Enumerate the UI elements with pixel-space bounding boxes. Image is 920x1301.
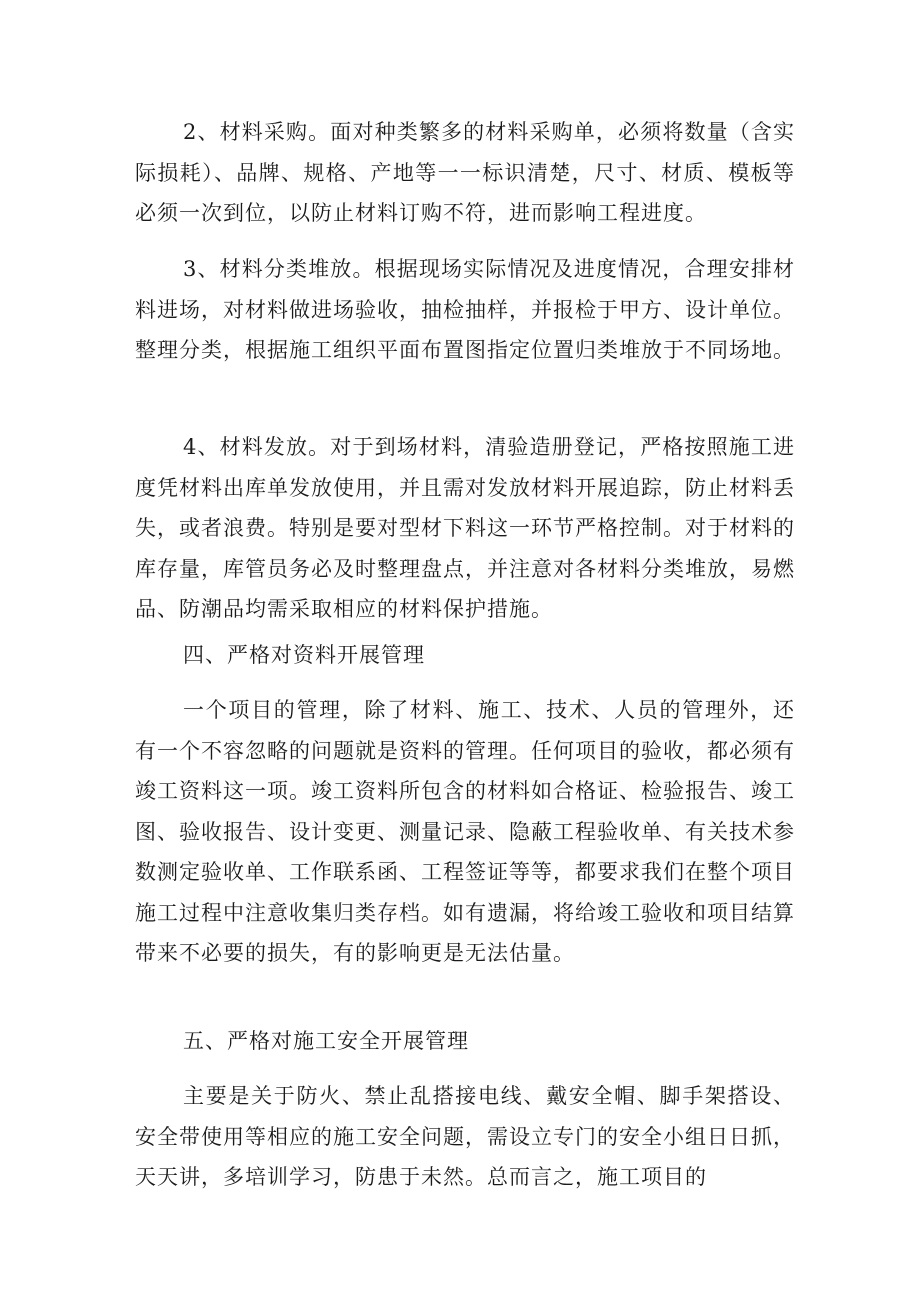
section-heading-safety xyxy=(135,1021,795,1062)
material-classification-paragraph xyxy=(135,249,795,371)
heading-text: 五、严格对施工安全开展管理 xyxy=(183,1029,469,1053)
material-distribution-paragraph xyxy=(135,427,795,630)
material-procurement-paragraph xyxy=(135,112,795,234)
paragraph-text: 3、材料分类堆放。根据现场实际情况及进度情况，合理安排材料进场，对材料做进场验收，抽检抽样，并报检于甲方、设计单位。整理分类，根据施工组织平面布置图指定位置归类堆放于不同场地。 xyxy=(135,257,795,362)
paragraph-text: 主要是关于防火、禁止乱搭接电线、戴安全帽、脚手架搭设、安全带使用等相应的施工安全问题，需设立专门的安全小组日日抓，天天讲，多培训学习，防患于未然。总而言之，施工项目的 xyxy=(135,1084,795,1189)
safety-management-paragraph xyxy=(135,1076,795,1198)
document-management-paragraph xyxy=(135,690,795,974)
section-heading-documents xyxy=(135,635,795,676)
heading-text: 四、严格对资料开展管理 xyxy=(183,643,425,667)
paragraph-text: 一个项目的管理，除了材料、施工、技术、人员的管理外，还有一个不容忽略的问题就是资料的管理。任何项目的验收，都必须有竣工资料这一项。竣工资料所包含的材料如合格证、检验报告、竣工图、验收报告、设计变更、测量记录、隐蔽工程验收单、有关技术参数测定验收单、工作联系函、工程签证等等，都要求我们在整个项目施工过程中注意收集归类存档。如有遗漏，将给竣工验收和项目结算带来不必要的损失，有的影响更是无法估量。 xyxy=(135,698,795,965)
paragraph-text: 4、材料发放。对于到场材料，清验造册登记，严格按照施工进度凭材料出库单发放使用，并且需对发放材料开展追踪，防止材料丢失，或者浪费。特别是要对型材下料这一环节严格控制。对于材料的库存量，库管员务必及时整理盘点，并注意对各材料分类堆放，易燃品、防潮品均需采取相应的材料保护措施。 xyxy=(135,435,795,621)
paragraph-text: 2、材料采购。面对种类繁多的材料采购单，必须将数量（含实际损耗）、品牌、规格、产地等一一标识清楚，尺寸、材质、模板等必须一次到位，以防止材料订购不符，进而影响工程进度。 xyxy=(135,120,795,225)
